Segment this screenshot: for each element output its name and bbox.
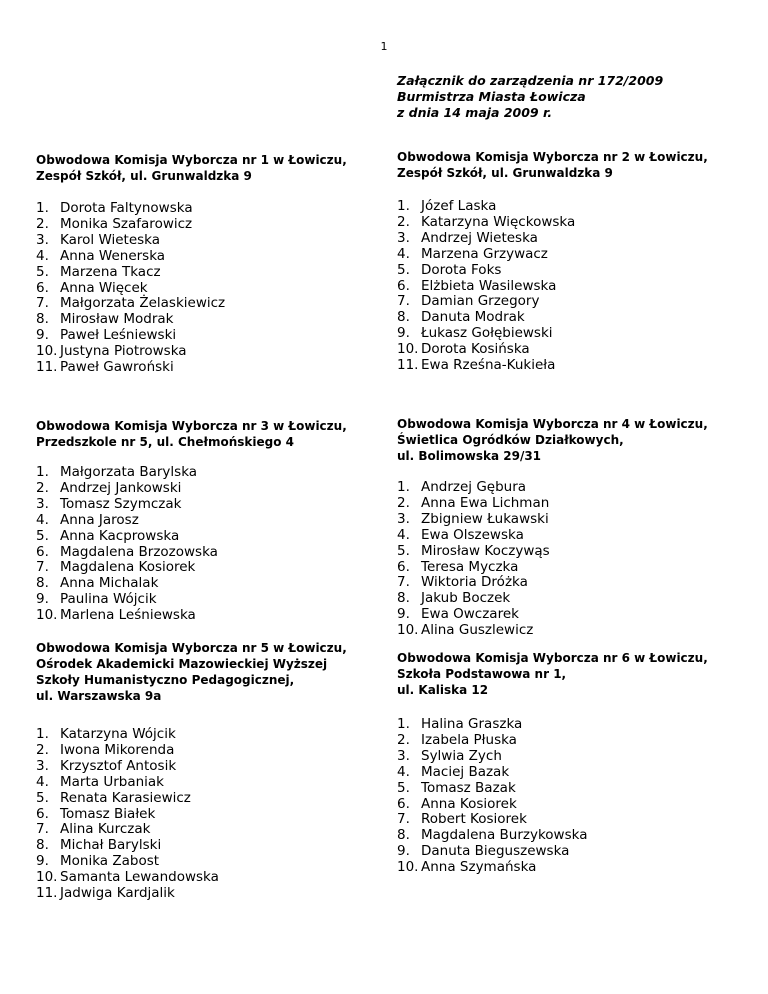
member-name: Tomasz Szymczak <box>60 495 182 512</box>
member-name: Paulina Wójcik <box>60 591 157 608</box>
member-name: Danuta Modrak <box>421 309 525 326</box>
member-number: 2. <box>36 215 49 232</box>
member-item <box>36 360 386 376</box>
member-number: 4. <box>397 245 410 262</box>
member-item <box>36 217 386 233</box>
member-number: 6. <box>397 277 410 294</box>
member-item <box>36 545 386 561</box>
member-item <box>36 870 386 886</box>
committee-3 <box>36 418 386 624</box>
member-number: 5. <box>397 779 410 796</box>
member-list <box>36 727 386 902</box>
member-name: Józef Laska <box>421 198 497 214</box>
member-number: 7. <box>36 559 49 576</box>
member-name: Małgorzata Barylska <box>60 464 198 480</box>
member-number: 3. <box>36 231 49 248</box>
member-item <box>397 544 747 560</box>
member-list <box>397 717 747 876</box>
committee-title-line: Obwodowa Komisja Wyborcza nr 6 w Łowiczu, <box>397 651 708 665</box>
member-item <box>36 344 386 360</box>
member-number: 7. <box>397 574 410 591</box>
member-item <box>397 797 747 813</box>
member-number: 9. <box>397 606 410 623</box>
member-number: 3. <box>397 229 410 246</box>
committee-title <box>36 418 386 450</box>
member-number: 7. <box>36 821 49 838</box>
committee-title <box>36 640 386 704</box>
member-name: Iwona Mikorenda <box>60 741 175 758</box>
member-item <box>397 263 747 279</box>
member-name: Anna Jarosz <box>60 511 139 528</box>
committee-title-line: Obwodowa Komisja Wyborcza nr 4 w Łowiczu, <box>397 417 708 431</box>
member-number: 10. <box>36 869 58 886</box>
member-name: Halina Graszka <box>421 716 523 732</box>
member-item <box>397 765 747 781</box>
member-item <box>36 233 386 249</box>
member-number: 8. <box>397 827 410 844</box>
header-line: Burmistrza Miasta Łowicza <box>397 89 586 104</box>
header-line: z dnia 14 maja 2009 r. <box>397 105 553 120</box>
member-number: 1. <box>397 479 410 495</box>
member-item <box>36 513 386 529</box>
member-item <box>36 576 386 592</box>
member-item <box>36 608 386 624</box>
member-name: Ewa Owczarek <box>421 606 519 623</box>
committee-5 <box>36 640 386 902</box>
committee-title-line: Zespół Szkół, ul. Grunwaldzka 9 <box>36 169 252 183</box>
member-item <box>36 886 386 902</box>
committee-title-line: Obwodowa Komisja Wyborcza nr 5 w Łowiczu, <box>36 641 347 655</box>
member-name: Alina Guszlewicz <box>421 622 534 639</box>
member-number: 6. <box>36 805 49 822</box>
member-number: 10. <box>397 622 419 639</box>
member-item <box>36 838 386 854</box>
member-name: Tomasz Bazak <box>421 779 516 796</box>
member-number: 4. <box>36 511 49 528</box>
member-item <box>397 199 747 215</box>
member-number: 6. <box>397 795 410 812</box>
member-number: 8. <box>397 309 410 326</box>
member-item <box>36 296 386 312</box>
committee-4 <box>397 416 747 639</box>
member-name: Danuta Bieguszewska <box>421 843 570 860</box>
committee-title-line: Obwodowa Komisja Wyborcza nr 1 w Łowiczu, <box>36 153 347 167</box>
member-name: Andrzej Jankowski <box>60 479 182 496</box>
committee-title-line: ul. Warszawska 9a <box>36 689 162 703</box>
member-number: 8. <box>36 837 49 854</box>
member-name: Marzena Tkacz <box>60 263 161 280</box>
committee-title-line: Szkoły Humanistyczno Pedagogicznej, <box>36 673 295 687</box>
member-item <box>36 727 386 743</box>
member-item <box>397 560 747 576</box>
committee-6 <box>397 650 747 876</box>
member-number: 8. <box>397 590 410 607</box>
member-name: Monika Szafarowicz <box>60 215 193 232</box>
member-item <box>397 496 747 512</box>
member-item <box>397 860 747 876</box>
member-number: 6. <box>36 279 49 296</box>
member-number: 3. <box>397 747 410 764</box>
member-item <box>397 342 747 358</box>
member-number: 3. <box>36 757 49 774</box>
member-item <box>36 201 386 217</box>
member-name: Krzysztof Antosik <box>60 757 177 774</box>
member-item <box>397 607 747 623</box>
committee-title-line: Obwodowa Komisja Wyborcza nr 2 w Łowiczu, <box>397 150 708 164</box>
member-item <box>36 465 386 481</box>
header-line: Załącznik do zarządzenia nr 172/2009 <box>397 73 664 88</box>
member-name: Michał Barylski <box>60 837 162 854</box>
member-list <box>397 199 747 374</box>
member-number: 6. <box>36 543 49 560</box>
member-name: Małgorzata Żelaskiewicz <box>60 295 226 312</box>
member-item <box>36 743 386 759</box>
member-number: 2. <box>36 479 49 496</box>
member-item <box>36 854 386 870</box>
committee-title <box>36 152 386 184</box>
committee-title-line: Obwodowa Komisja Wyborcza nr 3 w Łowiczu, <box>36 419 347 433</box>
member-list <box>36 201 386 376</box>
committee-title-line: Szkoła Podstawowa nr 1, <box>397 667 567 681</box>
member-name: Dorota Faltynowska <box>60 200 193 216</box>
member-number: 1. <box>397 198 410 214</box>
member-number: 9. <box>397 325 410 342</box>
member-item <box>36 822 386 838</box>
member-name: Tomasz Białek <box>60 805 156 822</box>
member-name: Robert Kosiorek <box>421 811 527 828</box>
member-name: Sylwia Zych <box>421 747 502 764</box>
committee-title-line: Ośrodek Akademicki Mazowieckiej Wyższej <box>36 657 328 671</box>
member-number: 5. <box>36 789 49 806</box>
member-item <box>36 497 386 513</box>
member-name: Dorota Foks <box>421 261 502 278</box>
member-item <box>397 294 747 310</box>
member-item <box>397 326 747 342</box>
member-number: 7. <box>397 293 410 310</box>
member-name: Anna Michalak <box>60 575 159 592</box>
member-number: 6. <box>397 558 410 575</box>
member-name: Alina Kurczak <box>60 821 151 838</box>
member-name: Jadwiga Kardjalik <box>60 885 175 902</box>
committee-title-line: ul. Kaliska 12 <box>397 683 489 697</box>
member-number: 9. <box>397 843 410 860</box>
member-name: Mirosław Koczywąs <box>421 542 550 559</box>
member-number: 10. <box>397 341 419 358</box>
member-number: 1. <box>36 200 49 216</box>
member-item <box>397 310 747 326</box>
member-number: 10. <box>397 859 419 876</box>
member-item <box>36 328 386 344</box>
committee-title-line: Zespół Szkół, ul. Grunwaldzka 9 <box>397 166 613 180</box>
committee-title <box>397 149 747 181</box>
member-name: Ewa Olszewska <box>421 526 524 543</box>
member-name: Katarzyna Wójcik <box>60 726 176 742</box>
member-number: 10. <box>36 607 58 624</box>
member-number: 5. <box>397 542 410 559</box>
member-name: Teresa Myczka <box>421 558 519 575</box>
member-number: 7. <box>36 295 49 312</box>
member-number: 3. <box>36 495 49 512</box>
member-name: Łukasz Gołębiewski <box>421 325 553 342</box>
member-name: Anna Szymańska <box>421 859 537 876</box>
member-number: 8. <box>36 311 49 328</box>
member-item <box>36 312 386 328</box>
member-name: Karol Wieteska <box>60 231 161 248</box>
member-name: Anna Wenerska <box>60 247 166 264</box>
member-number: 9. <box>36 591 49 608</box>
member-name: Wiktoria Dróżka <box>421 574 528 591</box>
committee-title <box>397 650 747 698</box>
member-name: Paweł Gawroński <box>60 359 174 376</box>
committee-title-line: ul. Bolimowska 29/31 <box>397 449 542 463</box>
member-name: Damian Grzegory <box>421 293 540 310</box>
member-name: Monika Zabost <box>60 853 160 870</box>
member-name: Zbigniew Łukawski <box>421 510 549 527</box>
member-number: 4. <box>397 526 410 543</box>
member-name: Magdalena Kosiorek <box>60 559 196 576</box>
member-item <box>397 480 747 496</box>
member-item <box>397 591 747 607</box>
member-name: Maciej Bazak <box>421 763 510 780</box>
member-name: Justyna Piotrowska <box>60 343 187 360</box>
member-name: Marta Urbaniak <box>60 773 164 790</box>
member-name: Renata Karasiewicz <box>60 789 191 806</box>
committee-2 <box>397 149 747 374</box>
member-number: 5. <box>36 527 49 544</box>
member-number: 4. <box>397 763 410 780</box>
member-item <box>397 231 747 247</box>
member-item <box>397 749 747 765</box>
member-name: Magdalena Burzykowska <box>421 827 588 844</box>
member-name: Mirosław Modrak <box>60 311 174 328</box>
member-item <box>397 279 747 295</box>
member-number: 1. <box>397 716 410 732</box>
member-name: Ewa Rześna-Kukieła <box>421 357 556 374</box>
member-name: Magdalena Brzozowska <box>60 543 218 560</box>
member-number: 11. <box>397 357 419 374</box>
member-list <box>397 480 747 639</box>
member-item <box>36 592 386 608</box>
member-item <box>397 717 747 733</box>
member-item <box>397 215 747 231</box>
member-item <box>397 623 747 639</box>
member-name: Jakub Boczek <box>421 590 511 607</box>
member-item <box>397 812 747 828</box>
member-item <box>397 781 747 797</box>
member-name: Paweł Leśniewski <box>60 327 177 344</box>
member-item <box>36 775 386 791</box>
member-name: Dorota Kosińska <box>421 341 530 358</box>
member-number: 10. <box>36 343 58 360</box>
member-name: Anna Więcek <box>60 279 148 296</box>
committee-title-line: Przedszkole nr 5, ul. Chełmońskiego 4 <box>36 435 294 449</box>
member-number: 4. <box>36 247 49 264</box>
member-name: Izabela Płuska <box>421 731 517 748</box>
member-number: 9. <box>36 853 49 870</box>
member-number: 4. <box>36 773 49 790</box>
member-item <box>397 828 747 844</box>
member-name: Anna Ewa Lichman <box>421 494 550 511</box>
member-number: 2. <box>397 731 410 748</box>
member-item <box>397 512 747 528</box>
member-item <box>36 807 386 823</box>
member-name: Andrzej Gębura <box>421 479 527 495</box>
member-item <box>36 265 386 281</box>
page-number: 1 <box>380 40 388 53</box>
member-item <box>36 560 386 576</box>
member-name: Katarzyna Więckowska <box>421 213 576 230</box>
committee-1 <box>36 152 386 376</box>
member-number: 7. <box>397 811 410 828</box>
member-item <box>36 249 386 265</box>
member-item <box>397 358 747 374</box>
member-number: 5. <box>36 263 49 280</box>
member-number: 2. <box>397 213 410 230</box>
document-header <box>397 73 663 121</box>
member-number: 9. <box>36 327 49 344</box>
committee-title <box>397 416 747 464</box>
member-number: 2. <box>397 494 410 511</box>
member-item <box>36 791 386 807</box>
member-number: 3. <box>397 510 410 527</box>
member-item <box>397 733 747 749</box>
member-number: 8. <box>36 575 49 592</box>
member-item <box>397 247 747 263</box>
member-name: Marzena Grzywacz <box>421 245 548 262</box>
member-item <box>397 528 747 544</box>
member-name: Anna Kosiorek <box>421 795 517 812</box>
member-item <box>397 844 747 860</box>
member-number: 1. <box>36 464 49 480</box>
member-number: 2. <box>36 741 49 758</box>
member-list <box>36 465 386 624</box>
member-number: 5. <box>397 261 410 278</box>
member-item <box>36 481 386 497</box>
member-number: 11. <box>36 359 58 376</box>
member-number: 1. <box>36 726 49 742</box>
member-number: 11. <box>36 885 58 902</box>
member-name: Samanta Lewandowska <box>60 869 219 886</box>
member-item <box>397 575 747 591</box>
committee-title-line: Świetlica Ogródków Działkowych, <box>397 433 624 447</box>
member-name: Andrzej Wieteska <box>421 229 538 246</box>
member-name: Elżbieta Wasilewska <box>421 277 557 294</box>
member-name: Anna Kacprowska <box>60 527 180 544</box>
member-item <box>36 529 386 545</box>
member-name: Marlena Leśniewska <box>60 607 196 624</box>
member-item <box>36 759 386 775</box>
